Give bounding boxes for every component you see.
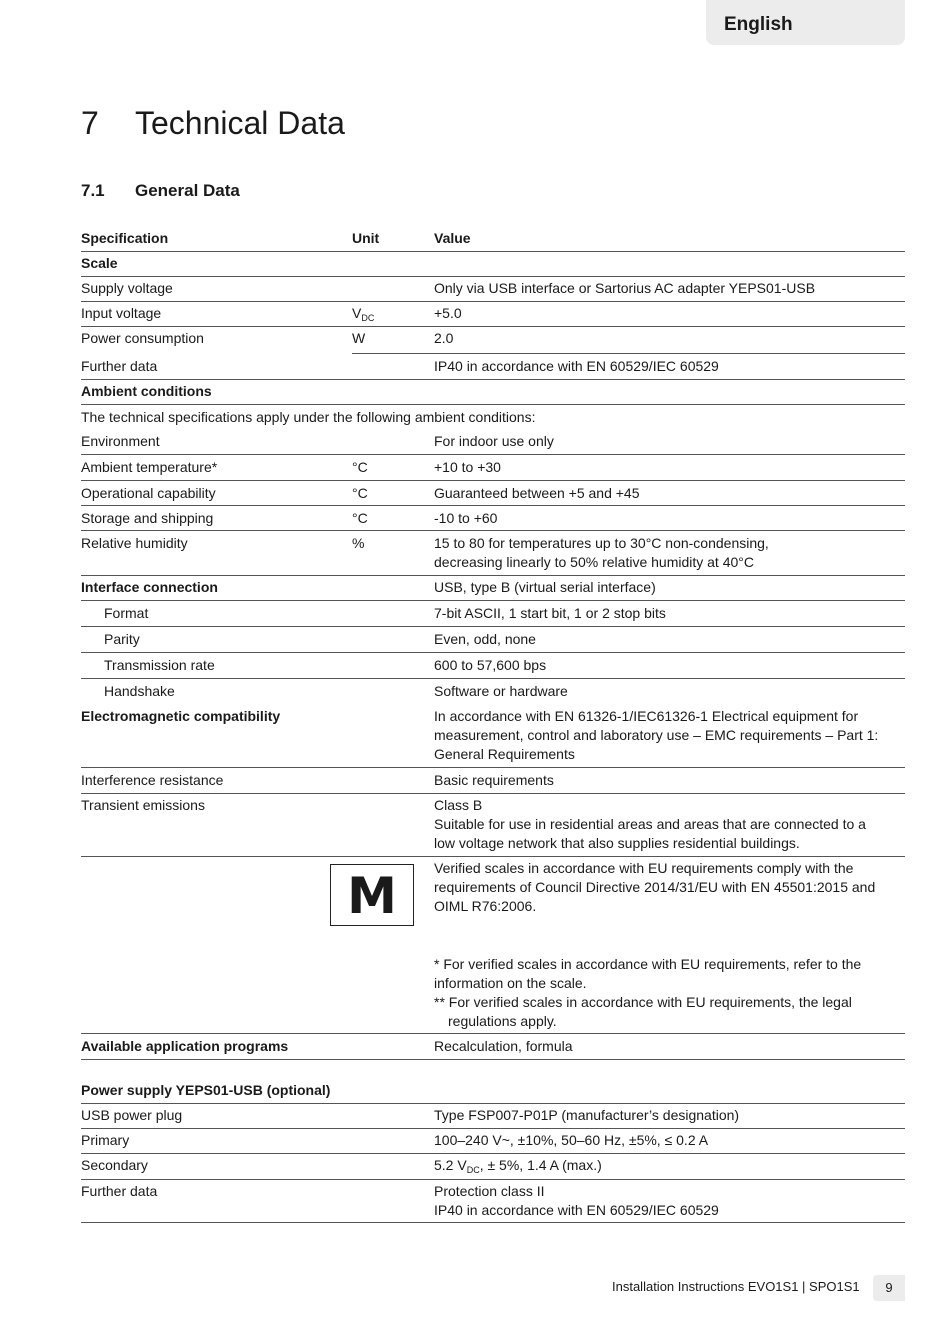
spec-label: Parity — [104, 631, 140, 647]
header-specification: Specification — [81, 230, 169, 246]
spec-label: Further data — [81, 1183, 158, 1199]
table-row — [81, 604, 905, 627]
spec-value: Recalculation, formula — [434, 1038, 573, 1054]
table-row — [81, 357, 905, 380]
spec-unit: °C — [352, 510, 368, 526]
value-line: decreasing linearly to 50% relative humidity at 40°C — [434, 554, 754, 570]
spec-value — [434, 1182, 905, 1220]
spec-value — [434, 1156, 905, 1180]
value-line: measurement, control and laboratory use – EMC requirements – Part 1: — [434, 727, 879, 743]
spec-label: Environment — [81, 433, 160, 449]
spec-label: Ambient temperature* — [81, 459, 218, 475]
table-row — [81, 656, 905, 679]
spec-unit: °C — [352, 485, 368, 501]
spec-label: Secondary — [81, 1157, 148, 1173]
spec-value — [434, 707, 905, 764]
interface-heading: Interface connection — [81, 579, 218, 595]
spec-value: Software or hardware — [434, 683, 568, 699]
spec-value: 100–240 V~, ±10%, 50–60 Hz, ±5%, ≤ 0.2 A — [434, 1132, 709, 1148]
table-header-row — [81, 229, 905, 252]
table-row — [81, 484, 905, 506]
spec-unit — [352, 304, 374, 328]
spec-value: USB, type B (virtual serial interface) — [434, 579, 656, 595]
table-row — [81, 1037, 905, 1060]
table-row — [81, 509, 905, 531]
spec-value: +5.0 — [434, 305, 462, 321]
value-line: OIML R76:2006. — [434, 898, 537, 914]
footer-title: Installation Instructions EVO1S1 | SPO1S1 — [612, 1279, 860, 1294]
section-title-text: General Data — [135, 181, 240, 200]
value-line: Suitable for use in residential areas and areas that are connected to a — [434, 816, 866, 832]
value-subscript: DC — [466, 1165, 480, 1175]
table-row — [81, 1131, 905, 1154]
spec-value: Even, odd, none — [434, 631, 536, 647]
spec-value: Type FSP007-P01P (manufacturer’s designation) — [434, 1107, 740, 1123]
apps-label: Available application programs — [81, 1038, 289, 1054]
spec-value: For indoor use only — [434, 433, 554, 449]
value-line: low voltage network that also supplies residential buildings. — [434, 835, 800, 851]
spec-label: Input voltage — [81, 305, 162, 321]
value-line: In accordance with EN 61326-1/IEC61326-1 Electrical equipment for — [434, 708, 859, 724]
table-row — [81, 1156, 905, 1180]
value-line: Verified scales in accordance with EU requirements comply with the — [434, 860, 854, 876]
spec-label: Transient emissions — [81, 797, 205, 813]
table-row — [81, 578, 905, 601]
table-row — [81, 1106, 905, 1129]
value-part: , ± 5%, 1.4 A (max.) — [479, 1157, 602, 1173]
spec-label: Storage and shipping — [81, 510, 214, 526]
spec-label: Transmission rate — [104, 657, 215, 673]
spec-unit: % — [352, 535, 365, 551]
spec-label: Interference resistance — [81, 772, 224, 788]
spec-value: +10 to +30 — [434, 459, 501, 475]
spec-label: Operational capability — [81, 485, 216, 501]
table-row — [81, 1182, 905, 1223]
spec-label: USB power plug — [81, 1107, 183, 1123]
table-row — [81, 1081, 905, 1104]
spec-label: Primary — [81, 1132, 130, 1148]
value-line: General Requirements — [434, 746, 575, 762]
footnote-line: regulations apply. — [448, 1013, 557, 1029]
spec-value: 7-bit ASCII, 1 start bit, 1 or 2 stop bits — [434, 605, 666, 621]
spec-label: Further data — [81, 358, 158, 374]
page-number: 9 — [873, 1275, 905, 1301]
table-row — [81, 408, 905, 428]
spec-value — [434, 796, 905, 853]
row-divider — [352, 353, 434, 354]
footnotes — [434, 955, 905, 1031]
spec-unit: W — [352, 330, 366, 346]
table-row — [81, 254, 905, 277]
spec-value: Only via USB interface or Sartorius AC adapter YEPS01-USB — [434, 280, 816, 296]
header-value: Value — [434, 230, 471, 246]
ambient-heading: Ambient conditions — [81, 383, 212, 399]
power-supply-heading: Power supply YEPS01-USB (optional) — [81, 1082, 331, 1098]
spec-value: IP40 in accordance with EN 60529/IEC 60529 — [434, 358, 719, 374]
metrology-mark-icon: M — [330, 864, 414, 926]
spec-label: Supply voltage — [81, 280, 173, 296]
table-row — [81, 955, 905, 1034]
table-row — [81, 771, 905, 794]
footnote-line: * For verified scales in accordance with EU requirements, refer to the — [434, 956, 862, 972]
unit-subscript: DC — [361, 313, 375, 323]
spec-value: Guaranteed between +5 and +45 — [434, 485, 640, 501]
language-tab[interactable]: English — [706, 0, 905, 45]
ambient-intro: The technical specifications apply under the following ambient conditions: — [81, 409, 536, 425]
section-title — [81, 180, 240, 202]
spec-label: Relative humidity — [81, 535, 188, 551]
spec-value — [434, 534, 905, 572]
table-row — [81, 796, 905, 857]
table-row — [81, 329, 905, 353]
table-row — [81, 534, 905, 576]
value-line: 15 to 80 for temperatures up to 30°C non-condensing, — [434, 535, 769, 551]
table-row — [81, 279, 905, 302]
verified-text — [434, 859, 905, 916]
footnote-line: ** For verified scales in accordance with EU requirements, the legal — [434, 994, 852, 1010]
table-row — [81, 304, 905, 327]
chapter-title — [81, 104, 345, 142]
table-row — [81, 707, 905, 768]
spec-value: Basic requirements — [434, 772, 554, 788]
spec-value: 600 to 57,600 bps — [434, 657, 547, 673]
row-divider — [434, 353, 905, 354]
chapter-number: 7 — [81, 105, 99, 141]
spec-label: Handshake — [104, 683, 175, 699]
value-line: requirements of Council Directive 2014/31/EU with EN 45501:2015 and — [434, 879, 876, 895]
footnote-line: information on the scale. — [434, 975, 587, 991]
table-row — [81, 630, 905, 653]
spec-label: Power consumption — [81, 330, 204, 346]
value-line: Class B — [434, 797, 483, 813]
value-line: IP40 in accordance with EN 60529/IEC 60529 — [434, 1202, 719, 1218]
chapter-title-text: Technical Data — [135, 105, 345, 141]
spec-value: 2.0 — [434, 330, 454, 346]
unit-main: V — [352, 305, 362, 321]
table-row — [81, 432, 905, 455]
header-unit: Unit — [352, 230, 380, 246]
spec-unit: °C — [352, 459, 368, 475]
value-part: 5.2 V — [434, 1157, 467, 1173]
spec-value: -10 to +60 — [434, 510, 498, 526]
emc-heading: Electromagnetic compatibility — [81, 708, 281, 724]
table-row — [81, 682, 905, 704]
table-row — [81, 458, 905, 481]
table-row — [81, 859, 905, 919]
scale-heading: Scale — [81, 255, 118, 271]
table-row — [81, 382, 905, 405]
value-line: Protection class II — [434, 1183, 545, 1199]
spec-label: Format — [104, 605, 149, 621]
section-number: 7.1 — [81, 181, 105, 200]
